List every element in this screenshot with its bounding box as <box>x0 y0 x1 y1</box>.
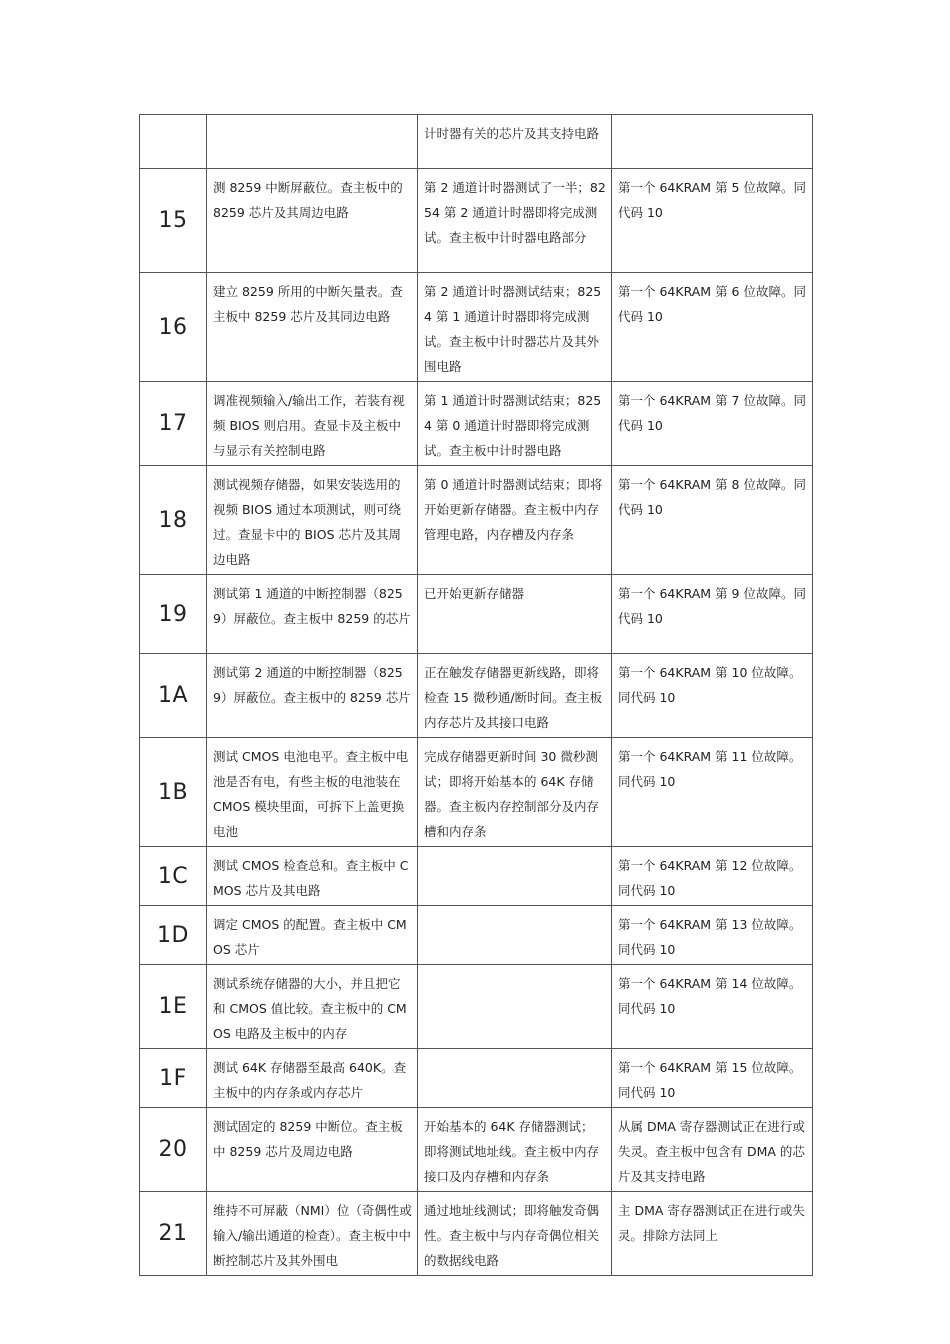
table-row <box>140 1049 813 1108</box>
description-cell <box>207 115 418 169</box>
description-cell: 测试第 1 通道的中断控制器（8259）屏蔽位。查主板中 8259 的芯片 <box>207 575 418 654</box>
post-code-table <box>139 114 813 1276</box>
code-cell: 19 <box>140 575 207 654</box>
table-row <box>140 382 813 466</box>
ram-fault-cell: 第一个 64KRAM 第 13 位故障。同代码 10 <box>612 906 813 965</box>
extended-cell: 已开始更新存储器 <box>418 575 612 654</box>
extended-cell: 完成存储器更新时间 30 微秒测试；即将开始基本的 64K 存储器。查主板内存控制部分及内存槽和内存条 <box>418 738 612 847</box>
code-cell: 1E <box>140 965 207 1049</box>
ram-fault-cell: 第一个 64KRAM 第 8 位故障。同代码 10 <box>612 466 813 575</box>
extended-cell <box>418 965 612 1049</box>
code-cell: 20 <box>140 1108 207 1192</box>
table-row <box>140 847 813 906</box>
ram-fault-cell: 第一个 64KRAM 第 12 位故障。同代码 10 <box>612 847 813 906</box>
ram-fault-cell <box>612 115 813 169</box>
ram-fault-cell: 第一个 64KRAM 第 14 位故障。同代码 10 <box>612 965 813 1049</box>
ram-fault-cell: 第一个 64KRAM 第 10 位故障。同代码 10 <box>612 654 813 738</box>
ram-fault-cell: 第一个 64KRAM 第 6 位故障。同代码 10 <box>612 273 813 382</box>
extended-cell: 第 0 通道计时器测试结束；即将开始更新存储器。查主板中内存管理电路，内存槽及内存条 <box>418 466 612 575</box>
description-cell: 测试第 2 通道的中断控制器（8259）屏蔽位。查主板中的 8259 芯片 <box>207 654 418 738</box>
ram-fault-cell: 第一个 64KRAM 第 9 位故障。同代码 10 <box>612 575 813 654</box>
extended-cell: 计时器有关的芯片及其支持电路 <box>418 115 612 169</box>
code-cell: 16 <box>140 273 207 382</box>
extended-cell: 正在触发存储器更新线路，即将检查 15 微秒通/断时间。查主板内存芯片及其接口电路 <box>418 654 612 738</box>
table-row <box>140 1192 813 1276</box>
description-cell: 测试系统存储器的大小，并且把它和 CMOS 值比较。查主板中的 CMOS 电路及主板中的内存 <box>207 965 418 1049</box>
extended-cell <box>418 847 612 906</box>
description-cell: 测试 64K 存储器至最高 640K。查主板中的内存条或内存芯片 <box>207 1049 418 1108</box>
ram-fault-cell: 第一个 64KRAM 第 11 位故障。同代码 10 <box>612 738 813 847</box>
ram-fault-cell: 第一个 64KRAM 第 5 位故障。同代码 10 <box>612 169 813 273</box>
table-row <box>140 115 813 169</box>
table-row <box>140 906 813 965</box>
code-cell: 1C <box>140 847 207 906</box>
table-row <box>140 654 813 738</box>
code-cell: 17 <box>140 382 207 466</box>
code-cell <box>140 115 207 169</box>
code-cell: 15 <box>140 169 207 273</box>
table-row <box>140 575 813 654</box>
code-cell: 1F <box>140 1049 207 1108</box>
table-row <box>140 738 813 847</box>
code-cell: 1D <box>140 906 207 965</box>
ram-fault-cell: 从属 DMA 寄存器测试正在进行或失灵。查主板中包含有 DMA 的芯片及其支持电路 <box>612 1108 813 1192</box>
description-cell: 测试 CMOS 电池电平。查主板中电池是否有电，有些主板的电池装在 CMOS 模块里面，可拆下上盖更换电池 <box>207 738 418 847</box>
extended-cell: 第 2 通道计时器测试了一半；8254 第 2 通道计时器即将完成测试。查主板中计时器电路部分 <box>418 169 612 273</box>
code-cell: 1B <box>140 738 207 847</box>
extended-cell <box>418 1049 612 1108</box>
description-cell: 维持不可屏蔽（NMI）位（奇偶性或输入/输出通道的检查）。查主板中中断控制芯片及其外围电 <box>207 1192 418 1276</box>
ram-fault-cell: 第一个 64KRAM 第 15 位故障。同代码 10 <box>612 1049 813 1108</box>
description-cell: 调定 CMOS 的配置。查主板中 CMOS 芯片 <box>207 906 418 965</box>
code-cell: 18 <box>140 466 207 575</box>
extended-cell: 开始基本的 64K 存储器测试；即将测试地址线。查主板中内存接口及内存槽和内存条 <box>418 1108 612 1192</box>
extended-cell: 第 1 通道计时器测试结束；8254 第 0 通道计时器即将完成测试。查主板中计时器电路 <box>418 382 612 466</box>
description-cell: 测试视频存储器，如果安装选用的视频 BIOS 通过本项测试，则可绕过。查显卡中的 BIOS 芯片及其周边电路 <box>207 466 418 575</box>
table-row <box>140 466 813 575</box>
description-cell: 调准视频输入/输出工作，若装有视频 BIOS 则启用。查显卡及主板中与显示有关控制电路 <box>207 382 418 466</box>
table-row <box>140 169 813 273</box>
code-cell: 21 <box>140 1192 207 1276</box>
extended-cell: 通过地址线测试；即将触发奇偶性。查主板中与内存奇偶位相关的数据线电路 <box>418 1192 612 1276</box>
description-cell: 测 8259 中断屏蔽位。查主板中的 8259 芯片及其周边电路 <box>207 169 418 273</box>
description-cell: 测试 CMOS 检查总和。查主板中 CMOS 芯片及其电路 <box>207 847 418 906</box>
table-row <box>140 273 813 382</box>
code-cell: 1A <box>140 654 207 738</box>
description-cell: 建立 8259 所用的中断矢量表。查主板中 8259 芯片及其同边电路 <box>207 273 418 382</box>
extended-cell: 第 2 通道计时器测试结束；8254 第 1 通道计时器即将完成测试。查主板中计时器芯片及其外围电路 <box>418 273 612 382</box>
ram-fault-cell: 主 DMA 寄存器测试正在进行或失灵。排除方法同上 <box>612 1192 813 1276</box>
extended-cell <box>418 906 612 965</box>
ram-fault-cell: 第一个 64KRAM 第 7 位故障。同代码 10 <box>612 382 813 466</box>
table-row <box>140 1108 813 1192</box>
table-row <box>140 965 813 1049</box>
description-cell: 测试固定的 8259 中断位。查主板中 8259 芯片及周边电路 <box>207 1108 418 1192</box>
